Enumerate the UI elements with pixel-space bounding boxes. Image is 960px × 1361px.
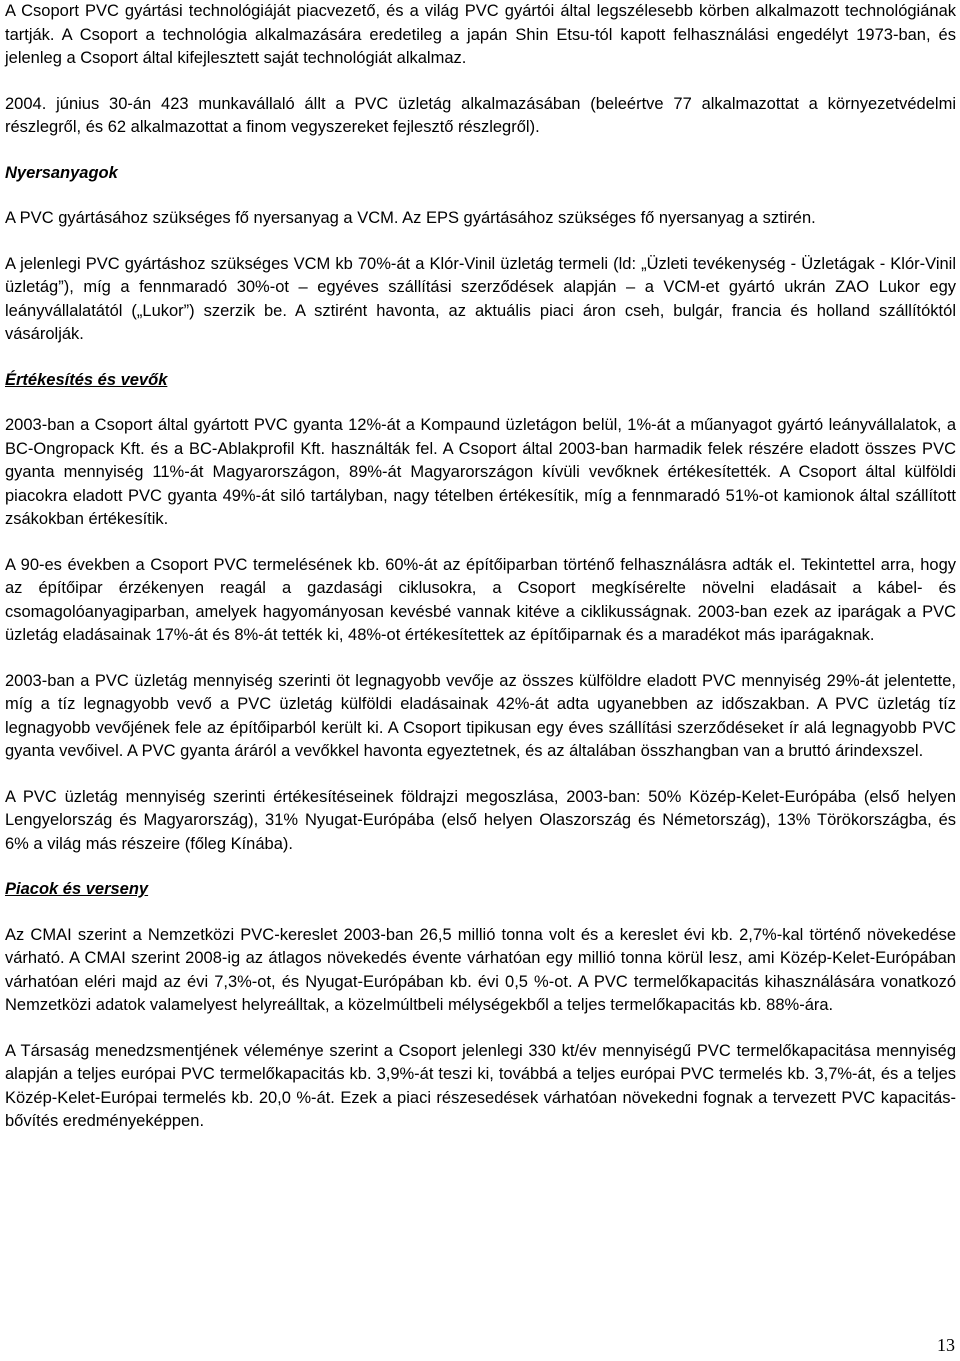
heading-markets-competition: Piacok és verseny xyxy=(5,880,149,898)
paragraph-construction-industry: A 90-es években a Csoport PVC termelésének kb. 60%-át az építőiparban történő felhasználásra adták el. Tekintettel arra, hogy az építőipar érzékenyen reagál a gazdasági ciklusokra, a Csoport megkísérelte növelni eladásait a kábel- és csomagolóanyagiparban, amelyek hagyományosan kevésbé vannak kitéve a ciklikusságnak. 2003-ban ezek az iparágak a PVC üzletág eladásainak 17%-át és 8%-át tették ki, 48%-ot értékesítettek az építőiparnak és a maradékot más iparágaknak. xyxy=(5,555,956,644)
paragraph-geographic-split: A PVC üzletág mennyiség szerinti értékesítéseinek földrajzi megoszlása, 2003-ban: 50% Közép-Kelet-Európába (első helyen Lengyelország és Magyarország), 31% Nyugat-Európába (első helyen Olaszország és Németország), 13% Törökországba, és 6% a világ más részeire (főleg Kínába). xyxy=(5,787,956,853)
paragraph-employees: 2004. június 30-án 423 munkavállaló állt a PVC üzletág alkalmazásában (beleértve 77 alkalmazottat a környezetvédelmi részlegről, és 62 alkalmazottat a finom vegyszereket fejlesztő részlegről). xyxy=(5,94,956,136)
page-number: 13 xyxy=(937,1335,955,1355)
paragraph-vcm-supply: A jelenlegi PVC gyártáshoz szükséges VCM kb 70%-át a Klór-Vinil üzletág termeli (ld: „Üzleti tevékenység - Üzletágak - Klór-Vinil üzletág”), míg a fennmaradó 30%-ot – egyéves szállítási szerződések alapján – a VCM-et gyártó ukrán ZAO Lukor egy leányvállalatától („Lukor”) szerzik be. A sztirént havonta, az aktuális piaci áron cseh, bulgár, francia és holland szállítóktól vásárolják. xyxy=(5,254,956,343)
document-page xyxy=(5,0,956,1134)
paragraph-sales-2003: 2003-ban a Csoport által gyártott PVC gyanta 12%-át a Kompaund üzletágon belül, 1%-át a műanyagot gyártó leányvállalatok, a BC-Ongropack Kft. és a BC-Ablakprofil Kft. használták fel. A Csoport által 2003-ban harmadik felek részére eladott összes PVC gyanta mennyiség 11%-át Magyarországon, 89%-át Magyarországon kívüli vevőknek értékesítették. A Csoport által külföldi piacokra eladott PVC gyanta 49%-át siló tartályban, nagy tételben értékesítik, míg a fennmaradó 51%-ot kamionok által szállított zsákokban értékesítik. xyxy=(5,416,956,528)
heading-raw-materials: Nyersanyagok xyxy=(5,163,118,182)
heading-sales-customers: Értékesítés és vevők xyxy=(5,370,168,389)
paragraph-raw-materials: A PVC gyártásához szükséges fő nyersanyag a VCM. Az EPS gyártásához szükséges fő nyersanyag a sztirén. xyxy=(5,209,816,227)
paragraph-market-share: A Társaság menedzsmentjének véleménye szerint a Csoport jelenlegi 330 kt/év mennyiségű PVC termelőkapacitása mennyiség alapján a teljes európai PVC termelőkapacitás kb. 3,9%-át teszi ki, továbbá a teljes európai PVC termelés kb. 3,7%-át, és a teljes Közép-Kelet-Európai termelés kb. 20,0 %-át. Ezek a piaci részesedések várhatóan növekedni fognak a tervezett PVC kapacitás-bővítés eredményeképpen. xyxy=(5,1041,956,1130)
paragraph-cmai-demand: Az CMAI szerint a Nemzetközi PVC-kereslet 2003-ban 26,5 millió tonna volt és a kereslet évi kb. 2,7%-kal történő növekedése várható. A CMAI szerint 2008-ig az átlagos növekedés évente várhatóan egy millió tonna körül lesz, ami Közép-Kelet-Európában várhatóan eléri majd az évi 7,3%-ot, és Nyugat-Európában kb. évi 0,5 %-ot. A PVC termelőkapacitás kihasználására vonatkozó Nemzetközi adatok valamelyest helyreálltak, a közelmúltbeli mélységekből a teljes termelőkapacitás kb. 88%-ára. xyxy=(5,925,956,1014)
paragraph-top-customers: 2003-ban a PVC üzletág mennyiség szerinti öt legnagyobb vevője az összes külföldre eladott PVC mennyiség 29%-át jelentette, míg a tíz legnagyobb vevő a PVC üzletág külföldi eladásainak 42%-át adta ugyanebben az időszakban. A PVC üzletág tíz legnagyobb vevőjének fele az építőiparból került ki. A Csoport tipikusan egy éves szállítási szerződéseket ír alá legnagyobb PVC gyanta vevőivel. A PVC gyanta áráról a vevőkkel havonta egyeztetnek, és az általában összhangban van a bruttó árindexszel. xyxy=(5,671,956,760)
paragraph-technology: A Csoport PVC gyártási technológiáját piacvezető, és a világ PVC gyártói által legszélesebb körben alkalmazott technológiának tartják. A Csoport a technológia alkalmazására eredetileg a japán Shin Etsu-tól kapott felhasználási engedélyt 1973-ban, és jelenleg a Csoport által kifejlesztett saját technológiát alkalmaz. xyxy=(5,2,956,67)
